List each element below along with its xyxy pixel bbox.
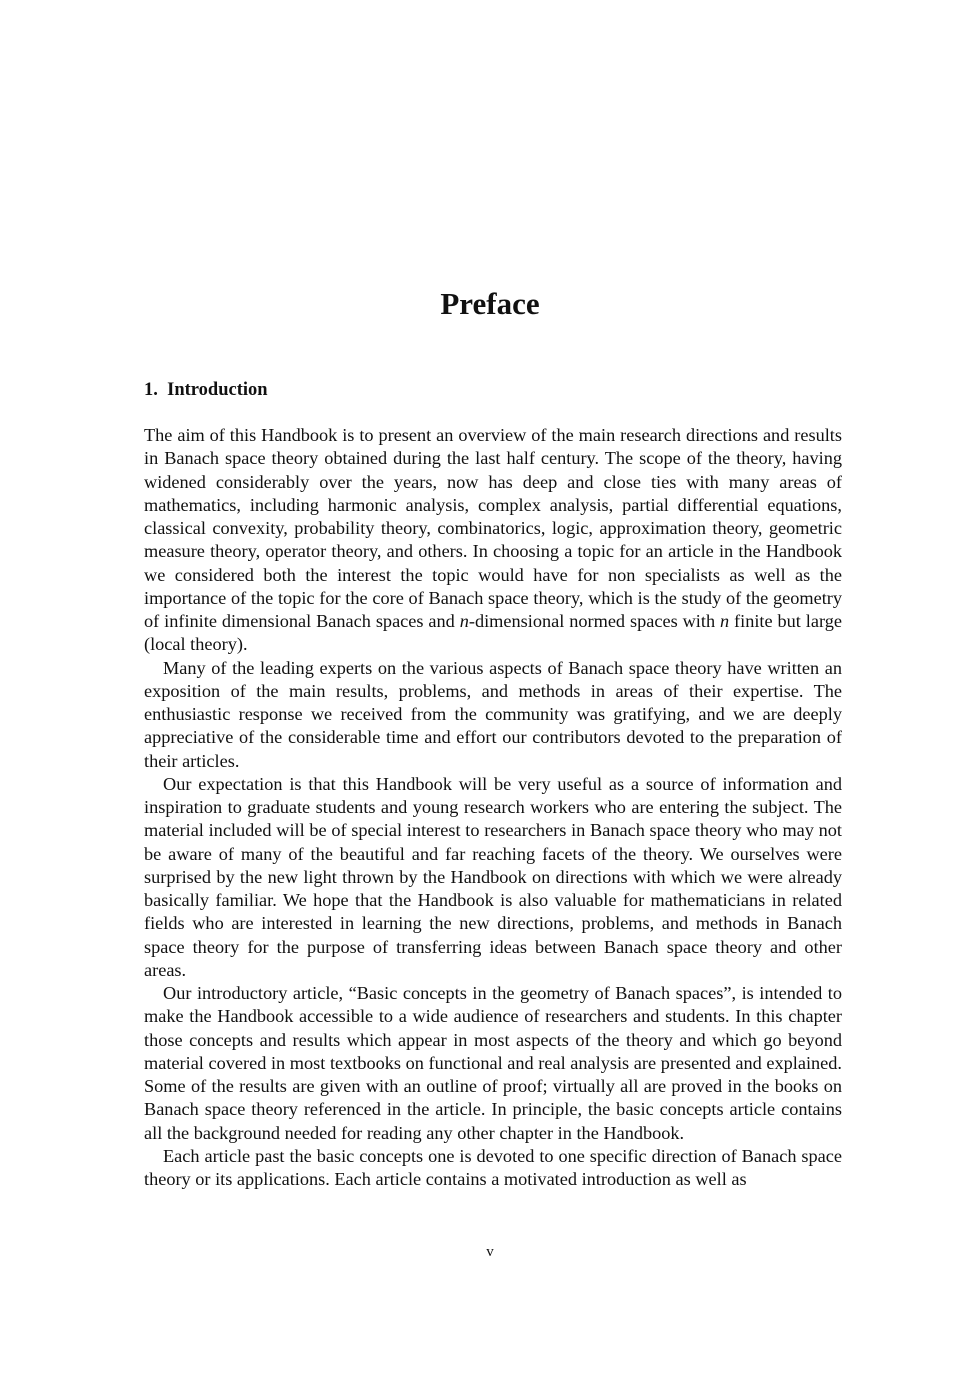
body-text [144,424,842,1191]
paragraph-5: Each article past the basic concepts one is devoted to one specific direction of Banach space theory or its applications. Each article contains a motivated introduction as well as [144,1145,842,1189]
paragraph-3: Our expectation is that this Handbook will be very useful as a source of information and inspiration to graduate students and young research workers who are entering the subject. The material included will be of special interest to researchers in Banach space theory who may not be aware of many of the beautiful and far reaching facets of the theory. We ourselves were surprised by the new light thrown by the Handbook on directions with which we were already basically familiar. We hope that the Handbook is also valuable for mathematicians in related fields who are interested in learning the new directions, problems, and methods in Banach space theory for the purpose of transferring ideas between Banach space theory and other areas. [144,773,842,980]
paragraph-1-text-end: finite but large (local theory). [144,611,842,655]
section-title: Introduction [167,380,268,400]
section-number: 1. [144,380,158,400]
paragraph-1-text-middle: -dimensional normed spaces with [468,611,720,631]
math-variable-n: n [720,611,730,631]
paragraph-2: Many of the leading experts on the various aspects of Banach space theory have written an exposition of the main results, problems, and methods in areas of their expertise. The enthusiastic response we received from the community was gratifying, and we are deeply appreciative of the considerable time and effort our contributors devoted to the preparation of their articles. [144,657,842,771]
page-title: Preface [440,286,540,321]
section-heading [144,378,268,402]
paragraph-1 [144,424,842,657]
paragraph-4: Our introductory article, “Basic concepts in the geometry of Banach spaces”, is intended to make the Handbook accessible to a wide audience of researchers and students. In this chapter those concepts and results which appear in most aspects of the theory and which go beyond material covered in most textbooks on functional and real analysis are presented and explained. Some of the results are given with an outline of proof; virtually all are proved in the books on Banach space theory referenced in the article. In principle, the basic concepts article contains all the background needed for reading any other chapter in the Handbook. [144,983,842,1143]
math-variable-n: n [459,611,469,631]
page-number: v [486,1244,494,1260]
paragraph-1-text-start: The aim of this Handbook is to present an overview of the main research directions and results in Banach space theory obtained during the last half century. The scope of the theory, having widened considerably over the years, now has deep and close ties with many areas of mathematics, including harmonic analysis, complex analysis, partial differential equations, classical convexity, probability theory, combinatorics, logic, approximation theory, geometric measure theory, operator theory, and others. In choosing a topic for an article in the Handbook we considered both the interest the topic would have for non specialists as well as the importance of the topic for the core of Banach space theory, which is the study of the geometry of infinite dimensional Banach spaces and [144,425,842,631]
